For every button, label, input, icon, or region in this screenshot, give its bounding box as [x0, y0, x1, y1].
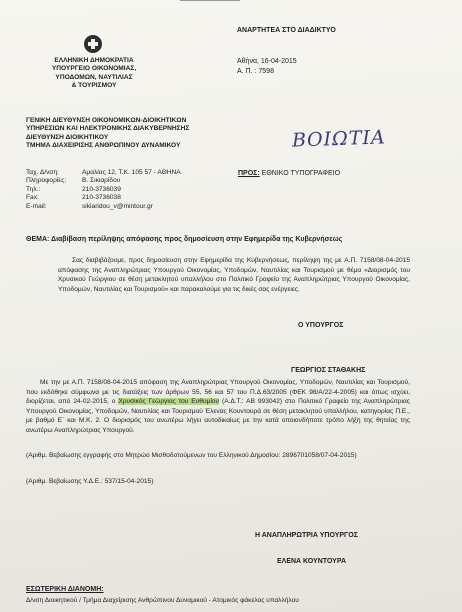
posted-notice: ΑΝΑΡΤΗΤΕΑ ΣΤΟ ΔΙΑΔΙΚΤΥΟ	[237, 27, 336, 34]
contact-row	[26, 194, 181, 202]
department-line: ΤΜΗΜΑ ΔΙΑΧΕΙΡΙΣΗΣ ΑΝΘΡΩΠΙΝΟΥ ΔΥΝΑΜΙΚΟΥ	[26, 142, 181, 150]
contact-label: Fax:	[26, 194, 39, 202]
department-line: ΓΕΝΙΚΗ ΔΙΕΥΘΥΝΣΗ ΟΙΚΟΝΟΜΙΚΩΝ-ΔΙΟΙΚΗΤΙΚΩΝ	[26, 117, 187, 124]
contact-value: 210-3736039	[82, 185, 121, 193]
registry-note-2: (Αριθμ. Βεβαίωσης Υ.Δ.Ε.: 537/15-04-2015)	[26, 478, 154, 485]
handwritten-note: ΒΟΙΩΤΙΑ	[291, 126, 387, 152]
issuer-line: ΥΠΟΥΡΓΕΙΟ ΟΙΚΟΝΟΜΙΑΣ,	[51, 65, 137, 73]
issuer-block	[33, 57, 155, 91]
summary-text-before: Με την με Α.Π. 7158/08-04-2015 απόφαση της Αναπληρώτριας Υπουργού Οικονομίας, Υποδομών, Ναυτιλίας και Τουρισμού, που εκδόθηκε σύμφωνα με τις διατάξεις των άρθρων 55, 56 και 57 του Π.Δ.63/2005 (ΦΕΚ 98/Α/22-4-2005) και όπως ισχύει, διορίζεται, από 24-02-2015, ο	[26, 379, 410, 406]
contact-value: Β. Σικιαρίδου	[82, 177, 121, 185]
department-line: ΔΙΕΥΘΥΝΣΗ ΔΙΟΙΚΗΤΙΚΟΥ	[26, 133, 109, 141]
issuer-line: ΥΠΟΔΟΜΩΝ, ΝΑΥΤΙΛΙΑΣ	[55, 73, 133, 81]
subject-text: Διαβίβαση περίληψης απόφασης προς δημοσίευση στην Εφημερίδα της Κυβερνήσεως	[51, 236, 343, 243]
contact-row	[26, 203, 181, 211]
contact-row	[26, 186, 181, 194]
summary-text-after: (Α.Δ.Τ.: ΑΒ 993042) στο Πολιτικό Γραφείο της Αναπληρώτριας Υπουργού Οικονομίας, Υποδομών, Ναυτιλίας και Τουρισμού Έλενας Κουντουρά σε θέση μετακλητού υπαλλήλου, κατηγορίας Π.Ε., με βαθμό Ε΄ και Μ.Κ. 2. Ο διορισμός του ανωτέρω λήγει αυτοδικαίως με την κατά οποιονδήποτε τρόπο λήξη της θητείας της ανωτέρω Αναπληρώτριας Υπουργού.	[26, 398, 410, 434]
date-line: Αθήνα, 16-04-2015	[237, 58, 297, 65]
department-line: ΥΠΗΡΕΣΙΩΝ ΚΑΙ ΗΛΕΚΤΡΟΝΙΚΗΣ ΔΙΑΚΥΒΕΡΝΗΣΗΣ	[26, 125, 190, 133]
department-block	[26, 117, 189, 151]
registry-note-1: (Αριθμ. Βεβαίωσης εγγραφής στο Μητρώο Μισθοδοτούμενων του Ελληνικού Δημοσίου: 2896701058/07-04-2015)	[26, 452, 357, 459]
highlighted-appointee-name: Χρυσικός Γεώργιος του Ευθυμίου	[118, 398, 220, 406]
distribution-title: ΕΣΩΤΕΡΙΚΗ ΔΙΑΝΟΜΗ:	[26, 586, 104, 593]
subject-label: ΘΕΜΑ:	[26, 236, 50, 243]
recipient-name: ΕΘΝΙΚΟ ΤΥΠΟΓΡΑΦΕΙΟ	[261, 170, 341, 177]
cover-signature-role: Ο ΥΠΟΥΡΓΟΣ	[298, 322, 344, 329]
recipient-line	[238, 169, 340, 178]
contact-label: Πληροφορίες:	[26, 177, 67, 185]
greek-coat-of-arms-icon	[84, 35, 102, 53]
issuer-line: ΕΛΛΗΝΙΚΗ ΔΗΜΟΚΡΑΤΙΑ	[54, 57, 134, 64]
protocol-number: Α. Π. : 7598	[237, 68, 274, 75]
subject-line	[26, 235, 342, 244]
contact-label: E-mail:	[26, 202, 47, 210]
contact-label: Ταχ. Δ/νση:	[26, 169, 59, 176]
distribution-text: Δ/νση Διοικητικού / Τμήμα Διαχείρισης Ανθρώπινου Δυναμικού - Ατομικός φάκελος υπαλλήλου	[26, 597, 299, 604]
summary-signature-role: Η ΑΝΑΠΛΗΡΩΤΡΙΑ ΥΠΟΥΡΓΟΣ	[255, 532, 358, 539]
cover-letter-body: Σας διαβιβάζουμε, προς δημοσίευση στην Εφημερίδα της Κυβερνήσεως, περίληψη της με Α.Π. 7158/08-04-2015 απόφασης της Αναπληρώτριας Υπουργού Οικονομίας, Υποδομών, Ναυτιλίας και Τουρισμού με θέμα «Διορισμός του Χρυσικού Γεώργιου σε θέση μετακλητού υπαλλήλου στο Πολιτικό Γραφείο της Αναπληρώτριας Υπουργού Οικονομίας, Υποδομών, Ναυτιλίας και Τουρισμού» και παρακαλούμε για τις δικές σας ενέργειες.	[58, 257, 410, 293]
issuer-line: & ΤΟΥΡΙΣΜΟΥ	[71, 82, 117, 90]
page-top-edge-mark	[180, 0, 240, 7]
contact-row	[26, 177, 181, 185]
recipient-prefix: ΠΡΟΣ:	[238, 170, 260, 177]
contact-value: sikiaridou_v@mintour.gr	[82, 202, 153, 210]
contact-label: Τηλ.:	[26, 185, 41, 193]
contact-value: Αμαλίας 12, Τ.Κ. 105 57 - ΑΘΗΝΑ	[82, 169, 181, 176]
summary-signature-name: ΕΛΕΝΑ ΚΟΥΝΤΟΥΡΑ	[277, 558, 347, 565]
contact-block	[26, 169, 181, 211]
decision-summary	[26, 378, 410, 436]
cover-signature-name: ΓΕΩΡΓΙΟΣ ΣΤΑΘΑΚΗΣ	[291, 367, 366, 374]
contact-value: 210-3736038	[82, 194, 121, 202]
